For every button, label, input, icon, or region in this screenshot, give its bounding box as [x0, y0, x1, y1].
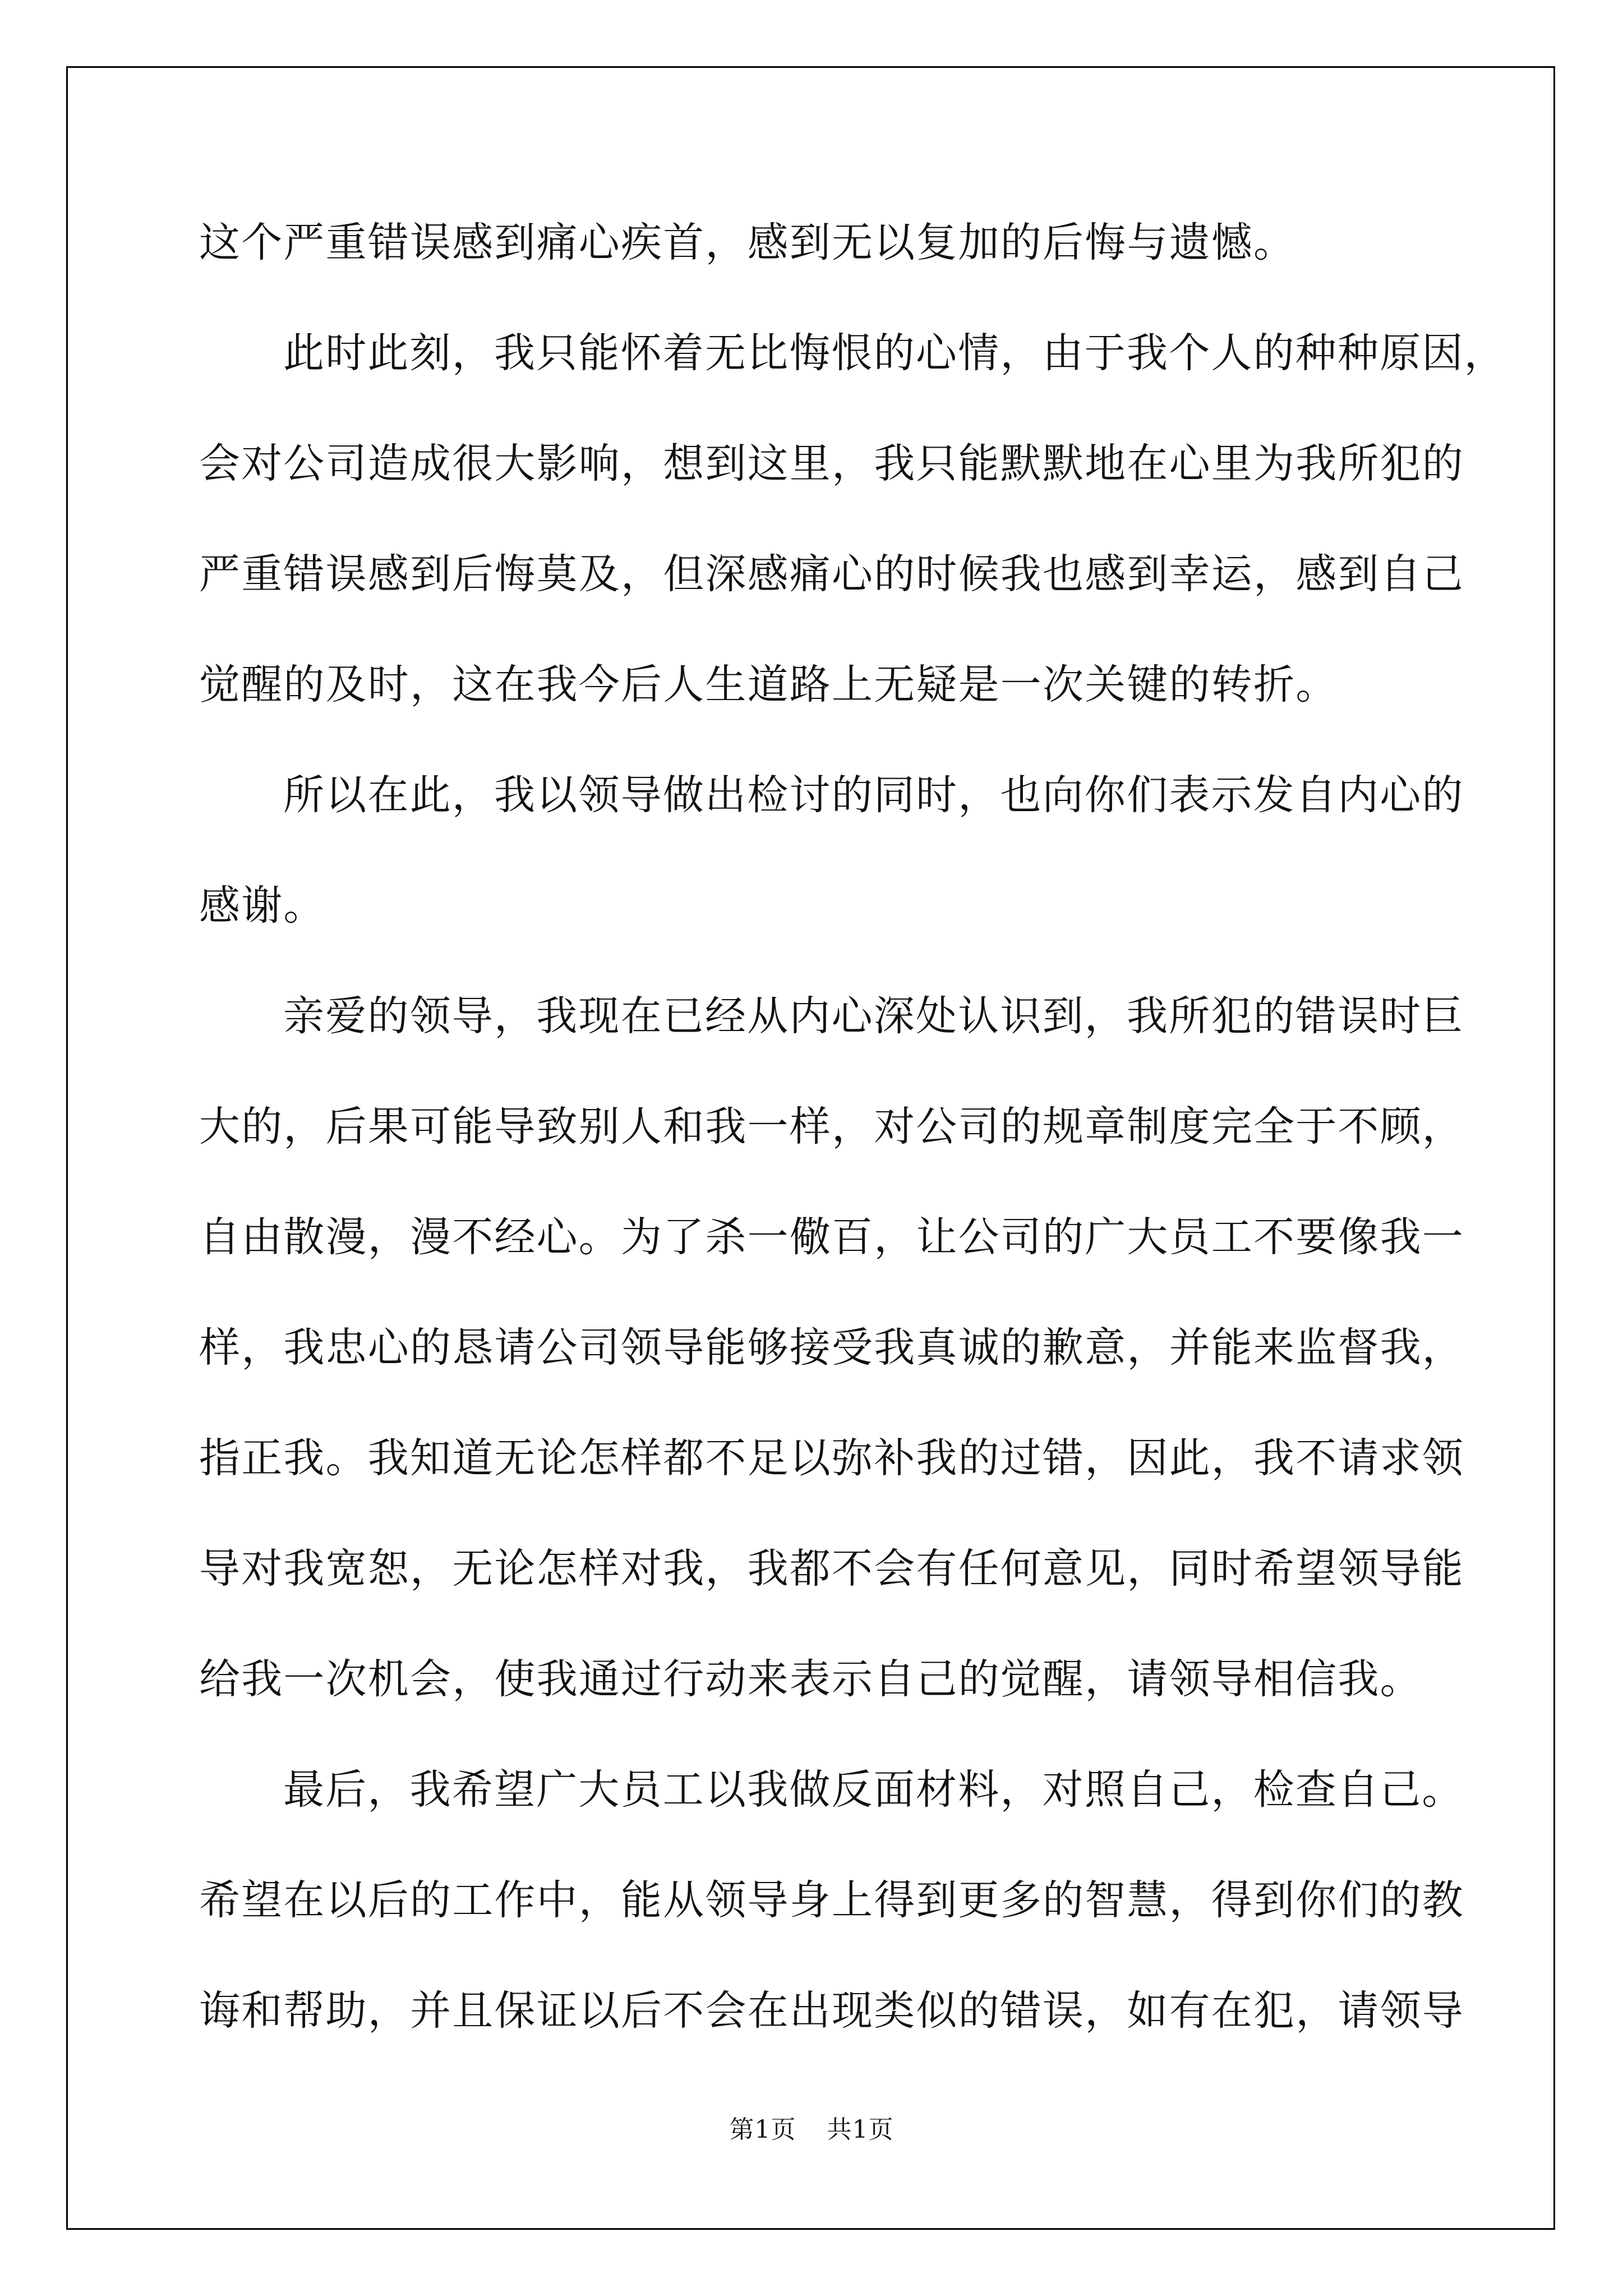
text-line: 感谢。	[199, 882, 326, 930]
text-line: 希望在以后的工作中，能从领导身上得到更多的智慧，得到你们的教	[199, 1876, 1464, 1924]
text-line: 导对我宽恕，无论怎样对我，我都不会有任何意见，同时希望领导能	[199, 1545, 1464, 1593]
text-line: 最后，我希望广大员工以我做反面材料，对照自己，检查自己。	[283, 1766, 1464, 1814]
text-line: 亲爱的领导，我现在已经从内心深处认识到，我所犯的错误时巨	[283, 992, 1464, 1040]
page-number: 第1页	[729, 2115, 796, 2144]
text-line: 指正我。我知道无论怎样都不足以弥补我的过错，因此，我不请求领	[199, 1434, 1464, 1482]
text-line: 此时此刻，我只能怀着无比悔恨的心情，由于我个人的种种原因，	[283, 329, 1506, 377]
text-line: 自由散漫，漫不经心。为了杀一儆百，让公司的广大员工不要像我一	[199, 1213, 1464, 1261]
page-footer	[0, 2109, 1623, 2145]
text-line: 觉醒的及时，这在我今后人生道路上无疑是一次关键的转折。	[199, 661, 1338, 708]
text-line: 严重错误感到后悔莫及，但深感痛心的时候我也感到幸运，感到自己	[199, 550, 1464, 598]
text-line: 样，我忠心的恳请公司领导能够接受我真诚的歉意，并能来监督我，	[199, 1324, 1464, 1372]
text-line: 给我一次机会，使我通过行动来表示自己的觉醒，请领导相信我。	[199, 1655, 1422, 1703]
text-line: 大的，后果可能导致别人和我一样，对公司的规章制度完全于不顾，	[199, 1103, 1464, 1151]
text-line: 这个严重错误感到痛心疾首，感到无以复加的后悔与遗憾。	[199, 219, 1296, 266]
document-body	[199, 187, 1506, 2066]
text-line: 会对公司造成很大影响，想到这里，我只能默默地在心里为我所犯的	[199, 440, 1464, 487]
text-line: 所以在此，我以领导做出检讨的同时，也向你们表示发自内心的	[283, 771, 1464, 819]
page-total: 共1页	[827, 2115, 894, 2144]
text-line: 诲和帮助，并且保证以后不会在出现类似的错误，如有在犯，请领导	[199, 1987, 1464, 2035]
